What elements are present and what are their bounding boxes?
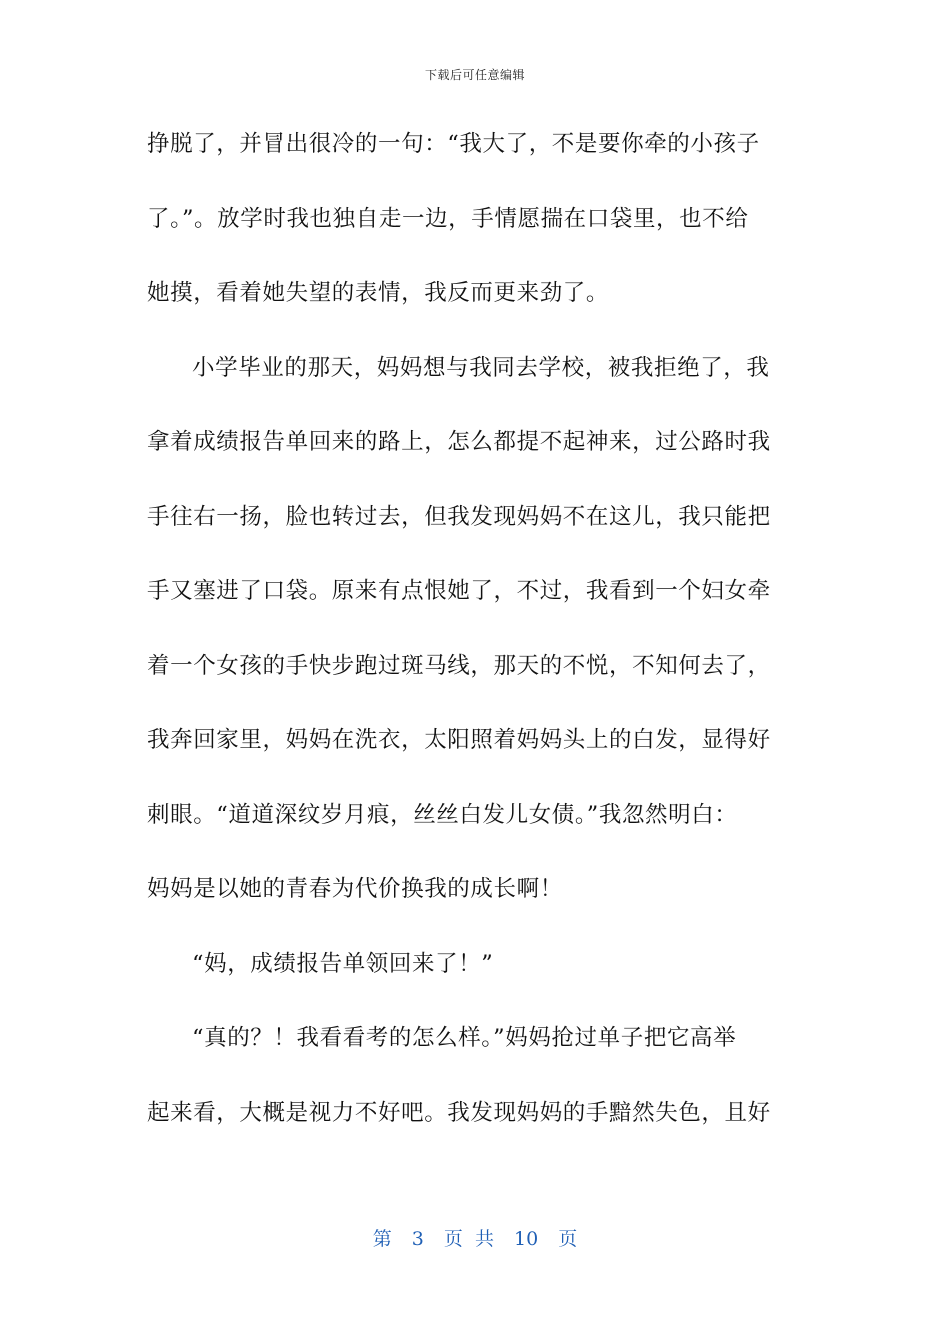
text-line-10: 刺眼。“道道深纹岁月痕，丝丝白发儿女债。”我忽然明白：	[147, 801, 738, 828]
text-line-4: 小学毕业的那天，妈妈想与我同去学校，被我拒绝了，我	[192, 354, 770, 381]
text-line-6: 手往右一扬，脸也转过去，但我发现妈妈不在这儿，我只能把	[147, 503, 771, 530]
text-line-11: 妈妈是以她的青春为代价换我的成长啊！	[147, 876, 563, 902]
text-line-7: 手又塞进了口袋。原来有点恨她了，不过，我看到一个妇女牵	[147, 578, 771, 604]
document-body	[147, 118, 795, 1161]
text-line-9: 我奔回家里，妈妈在洗衣，太阳照着妈妈头上的白发，显得好	[147, 727, 771, 753]
footer-total-pages: 10	[514, 1228, 539, 1250]
page-header: 下载后可任意编辑	[424, 68, 525, 82]
text-line-12: “妈，成绩报告单领回来了！”	[192, 950, 494, 977]
footer-page-number: 3	[411, 1228, 424, 1250]
text-line-3: 她摸，看着她失望的表情，我反而更来劲了。	[147, 280, 610, 306]
text-line-1: 挣脱了，并冒出很冷的一句：“我大了，不是要你牵的小孩子	[147, 131, 760, 157]
text-line-8: 着一个女孩的手快步跑过斑马线，那天的不悦，不知何去了，	[147, 652, 771, 679]
page-footer	[0, 1224, 950, 1251]
text-line-2: 了。”。放学时我也独自走一边，手情愿揣在口袋里，也不给	[147, 205, 749, 232]
text-line-5: 拿着成绩报告单回来的路上，怎么都提不起神来，过公路时我	[147, 429, 771, 455]
text-line-13: “真的？！我看看考的怎么样。”妈妈抢过单子把它高举	[192, 1025, 737, 1051]
text-line-14: 起来看，大概是视力不好吧。我发现妈妈的手黯然失色，且好	[147, 1099, 771, 1126]
footer-prefix: 第	[372, 1228, 392, 1250]
footer-suffix: 页	[558, 1228, 578, 1250]
footer-middle: 页 共	[443, 1228, 494, 1250]
